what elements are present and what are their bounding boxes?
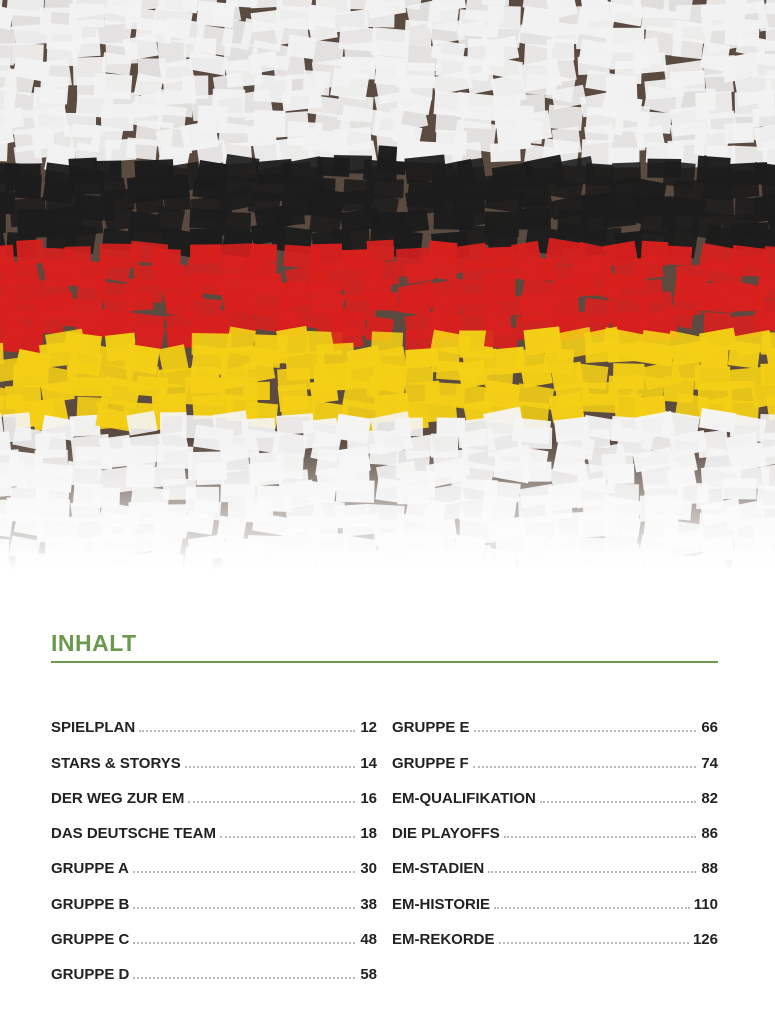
dot-leader	[220, 836, 355, 838]
toc-label: EM-REKORDE	[392, 931, 495, 949]
contents-heading: INHALT	[51, 630, 137, 656]
toc-label: STARS & STORYS	[51, 754, 181, 772]
fan-card	[0, 171, 14, 195]
fan-card	[101, 52, 132, 76]
toc-entry[interactable]	[51, 948, 377, 983]
toc-page-number: 88	[701, 860, 718, 878]
fan-card	[515, 120, 544, 144]
fan-card	[752, 108, 775, 127]
toc-page-number: 66	[701, 719, 718, 737]
fan-card	[581, 393, 619, 413]
toc-right-column	[392, 701, 718, 948]
toc-label: GRUPPE C	[51, 931, 130, 949]
toc-entry[interactable]	[392, 913, 718, 948]
toc-label: SPIELPLAN	[51, 719, 136, 737]
dot-leader	[133, 871, 355, 873]
fan-card	[728, 381, 756, 403]
toc-page-number: 48	[360, 931, 377, 949]
dot-leader	[133, 942, 355, 944]
toc-page-number: 12	[360, 719, 377, 737]
dot-leader	[473, 766, 696, 768]
toc-entry[interactable]	[392, 772, 718, 807]
toc-label: EM-QUALIFIKATION	[392, 789, 536, 807]
toc-page-number: 14	[360, 754, 377, 772]
dot-leader	[488, 871, 696, 873]
toc-entry[interactable]	[392, 701, 718, 736]
fan-card	[490, 143, 521, 163]
toc-page-number: 110	[693, 895, 718, 913]
dot-leader	[139, 730, 355, 732]
heading-rule	[51, 661, 718, 663]
dot-leader	[504, 836, 696, 838]
toc-page-number: 82	[701, 789, 718, 807]
fan-card	[484, 324, 520, 351]
fan-card	[0, 25, 16, 46]
toc-entry[interactable]	[51, 736, 377, 771]
fan-card	[71, 37, 101, 58]
toc-label: DIE PLAYOFFS	[392, 825, 500, 843]
fan-card	[0, 140, 8, 161]
toc-page-number: 86	[701, 825, 718, 843]
toc-entry[interactable]	[392, 807, 718, 842]
dot-leader	[133, 977, 355, 979]
toc-page-number: 16	[360, 789, 377, 807]
toc-entry[interactable]	[51, 701, 377, 736]
fan-card	[487, 6, 521, 30]
fan-card	[663, 245, 692, 265]
fan-card	[13, 364, 49, 388]
toc-page-number: 58	[360, 966, 377, 984]
dot-leader	[540, 801, 696, 803]
dot-leader	[499, 942, 689, 944]
fan-card	[14, 144, 43, 166]
fan-card	[602, 205, 636, 229]
toc-entry[interactable]	[51, 913, 377, 948]
toc-entry[interactable]	[392, 877, 718, 912]
toc-left-column	[51, 701, 377, 983]
toc-entry[interactable]	[51, 842, 377, 877]
fan-card	[69, 415, 100, 437]
fan-card	[14, 174, 41, 200]
toc-label: GRUPPE B	[51, 895, 130, 913]
toc-label: DAS DEUTSCHE TEAM	[51, 825, 217, 843]
fan-card	[14, 24, 52, 46]
fan-card	[754, 228, 775, 249]
dot-leader	[188, 801, 355, 803]
toc-entry[interactable]	[392, 736, 718, 771]
fan-card	[125, 290, 154, 311]
fan-card	[364, 2, 394, 27]
toc-label: DER WEG ZUR EM	[51, 789, 185, 807]
toc-page-number: 30	[360, 860, 377, 878]
fan-card	[366, 240, 394, 262]
toc-entry[interactable]	[51, 772, 377, 807]
toc-page-number: 18	[360, 825, 377, 843]
fan-card	[633, 53, 666, 74]
fan-card	[728, 340, 761, 368]
toc-label: GRUPPE E	[392, 719, 470, 737]
fan-card	[700, 345, 729, 369]
dot-leader	[474, 730, 696, 732]
fan-card	[760, 362, 775, 386]
dot-leader	[185, 766, 355, 768]
toc-entry[interactable]	[51, 877, 377, 912]
fan-card	[724, 122, 754, 143]
fan-card	[723, 292, 754, 312]
fan-card	[607, 342, 635, 362]
toc-page-number: 38	[360, 895, 377, 913]
fan-card	[757, 279, 775, 300]
fan-card	[547, 39, 575, 61]
toc-label: EM-STADIEN	[392, 860, 485, 878]
dot-leader	[494, 907, 690, 909]
toc-label: GRUPPE A	[51, 860, 129, 878]
fan-card	[126, 137, 158, 160]
fan-card	[397, 290, 432, 316]
toc-label: EM-HISTORIE	[392, 895, 491, 913]
photo-fade	[0, 440, 775, 570]
toc-entry[interactable]	[51, 807, 377, 842]
fan-card	[368, 292, 398, 311]
fan-card	[672, 37, 704, 60]
toc-page-number: 74	[701, 754, 718, 772]
toc-entry[interactable]	[392, 842, 718, 877]
toc-page-number: 126	[692, 931, 718, 949]
toc-label: GRUPPE F	[392, 754, 469, 772]
fan-card	[422, 255, 458, 281]
toc-label: GRUPPE D	[51, 966, 130, 984]
fan-card	[729, 171, 760, 198]
dot-leader	[133, 907, 355, 909]
